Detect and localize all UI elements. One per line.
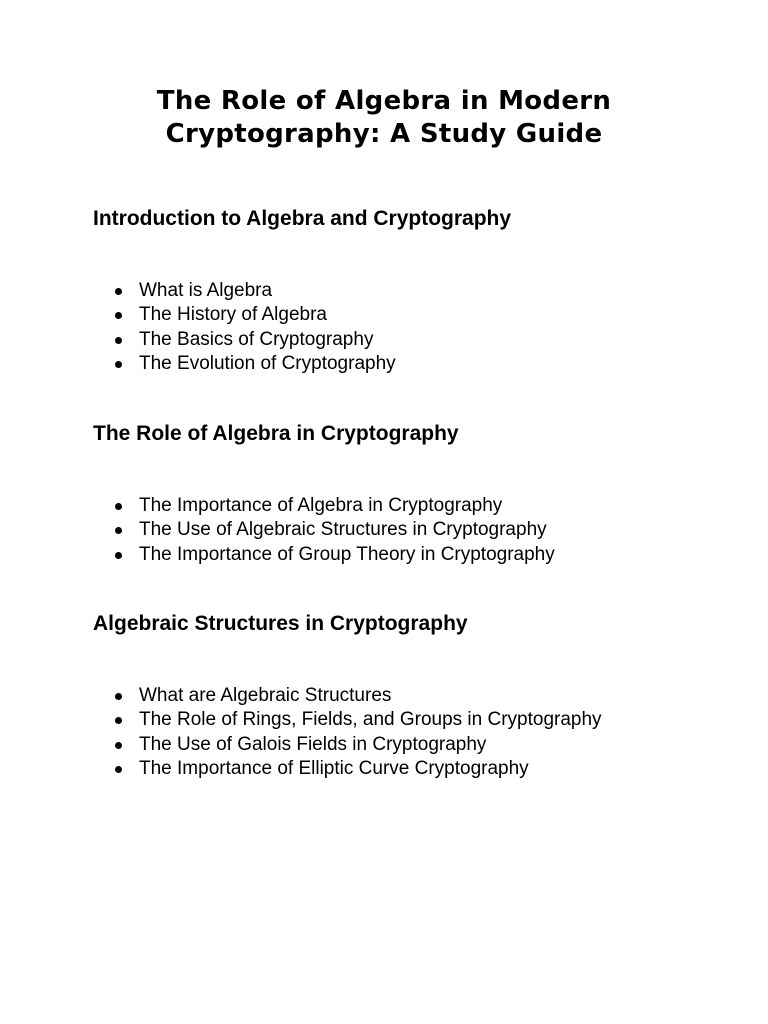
- list-item-text: The Use of Algebraic Structures in Cryptography: [139, 519, 547, 541]
- section-heading: Algebraic Structures in Cryptography: [93, 612, 468, 635]
- bullet-icon: [115, 766, 122, 773]
- section-introduction: [93, 206, 733, 376]
- section-heading: The Role of Algebra in Cryptography: [93, 422, 459, 445]
- list-item-text: The Importance of Algebra in Cryptography: [139, 495, 503, 516]
- list-item-text: The History of Algebra: [139, 304, 327, 326]
- bullet-icon: [115, 527, 122, 534]
- bullet-icon: [115, 552, 122, 559]
- list-item: [93, 733, 733, 757]
- list-item-text: The Importance of Group Theory in Cryptography: [139, 543, 555, 565]
- bullet-icon: [115, 312, 122, 319]
- bullet-list: [93, 684, 733, 781]
- list-item: [93, 543, 733, 567]
- bullet-icon: [115, 742, 122, 749]
- page-title-line: Cryptography: A Study Guide: [165, 119, 603, 149]
- bullet-icon: [115, 717, 122, 724]
- bullet-icon: [115, 503, 122, 510]
- list-item-text: The Evolution of Cryptography: [139, 352, 396, 374]
- list-item: [93, 328, 733, 352]
- list-item-text: The Use of Galois Fields in Cryptography: [139, 733, 487, 755]
- list-item: [93, 757, 733, 781]
- list-item: [93, 494, 733, 518]
- bullet-list: [93, 279, 733, 376]
- bullet-icon: [115, 288, 122, 295]
- section-role-of-algebra: [93, 421, 733, 567]
- section-algebraic-structures: [93, 611, 733, 781]
- list-item-text: What is Algebra: [139, 280, 273, 301]
- bullet-icon: [115, 693, 122, 700]
- list-item-text: What are Algebraic Structures: [139, 685, 392, 706]
- bullet-icon: [115, 361, 122, 368]
- list-item: [93, 352, 733, 376]
- list-item-text: The Basics of Cryptography: [139, 328, 374, 350]
- bullet-list: [93, 494, 733, 567]
- page-title: [0, 85, 768, 151]
- list-item-text: The Importance of Elliptic Curve Cryptography: [139, 757, 529, 779]
- list-item: [93, 279, 733, 303]
- bullet-icon: [115, 337, 122, 344]
- list-item: [93, 303, 733, 327]
- list-item: [93, 518, 733, 542]
- section-heading: Introduction to Algebra and Cryptography: [93, 207, 512, 230]
- page-title-line: The Role of Algebra in Modern: [156, 86, 612, 116]
- list-item: [93, 684, 733, 708]
- list-item-text: The Role of Rings, Fields, and Groups in Cryptography: [139, 709, 602, 731]
- list-item: [93, 708, 733, 732]
